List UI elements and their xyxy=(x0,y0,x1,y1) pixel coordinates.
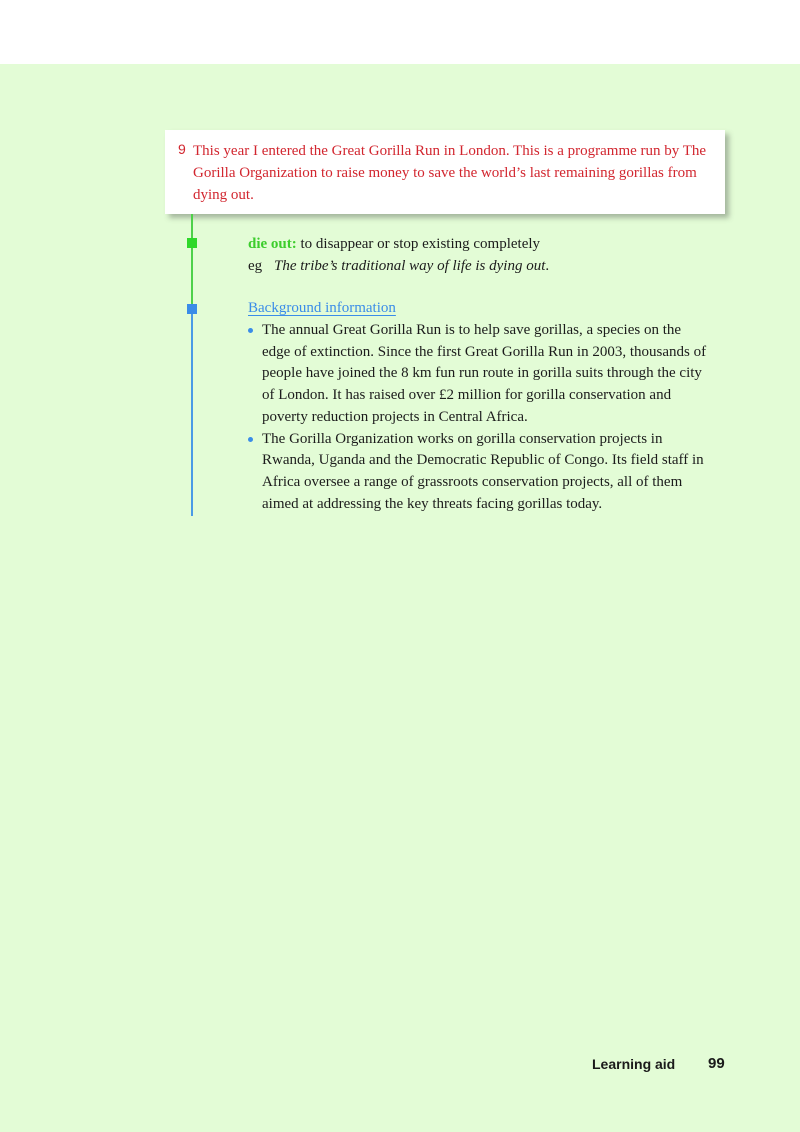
vocab-connector-line xyxy=(191,214,193,308)
quote-box xyxy=(165,130,725,214)
example-text: The tribe’s traditional way of life is dying out xyxy=(274,258,546,274)
vocab-entry xyxy=(248,234,540,255)
page-background xyxy=(0,64,800,1132)
example-end: . xyxy=(545,258,550,274)
page-number: 99 xyxy=(708,1055,725,1072)
bullet-text: The annual Great Gorilla Run is to help save gorillas, a species on the edge of extinction. Since the first Great Gorilla Run in 2003, thousands of people have joined the 8 km fun run route in gorilla suits through the city of London. It has raised over £2 million for gorilla conservation and poverty reduction projects in Central Africa. xyxy=(262,322,707,425)
bullet-text: The Gorilla Organization works on gorilla conservation projects in Rwanda, Uganda and the Democratic Republic of Congo. Its field staff in Africa oversee a range of grassroots conservation projects, all of them aimed at addressing the key threats facing gorillas today. xyxy=(262,430,704,512)
vocab-marker-icon xyxy=(187,238,197,248)
vocab-example xyxy=(248,256,549,277)
background-marker-icon xyxy=(187,304,197,314)
background-list xyxy=(248,320,708,515)
quote-text: This year I entered the Great Gorilla Run in London. This is a programme run by The Gorilla Organization to raise money to save the world’s last remaining gorillas from dying out. xyxy=(193,143,707,203)
list-item xyxy=(248,429,708,516)
page-top-margin xyxy=(0,0,800,64)
bullet-icon xyxy=(248,328,253,333)
background-heading: Background information xyxy=(248,300,396,316)
quote-number: 9 xyxy=(178,141,186,157)
background-connector-line xyxy=(191,308,193,516)
footer-label: Learning aid xyxy=(592,1056,676,1072)
vocab-definition: to disappear or stop existing completely xyxy=(296,236,541,252)
list-item xyxy=(248,320,708,429)
bullet-icon xyxy=(248,437,253,442)
example-label: eg xyxy=(248,258,263,274)
vocab-term: die out: xyxy=(248,236,297,252)
